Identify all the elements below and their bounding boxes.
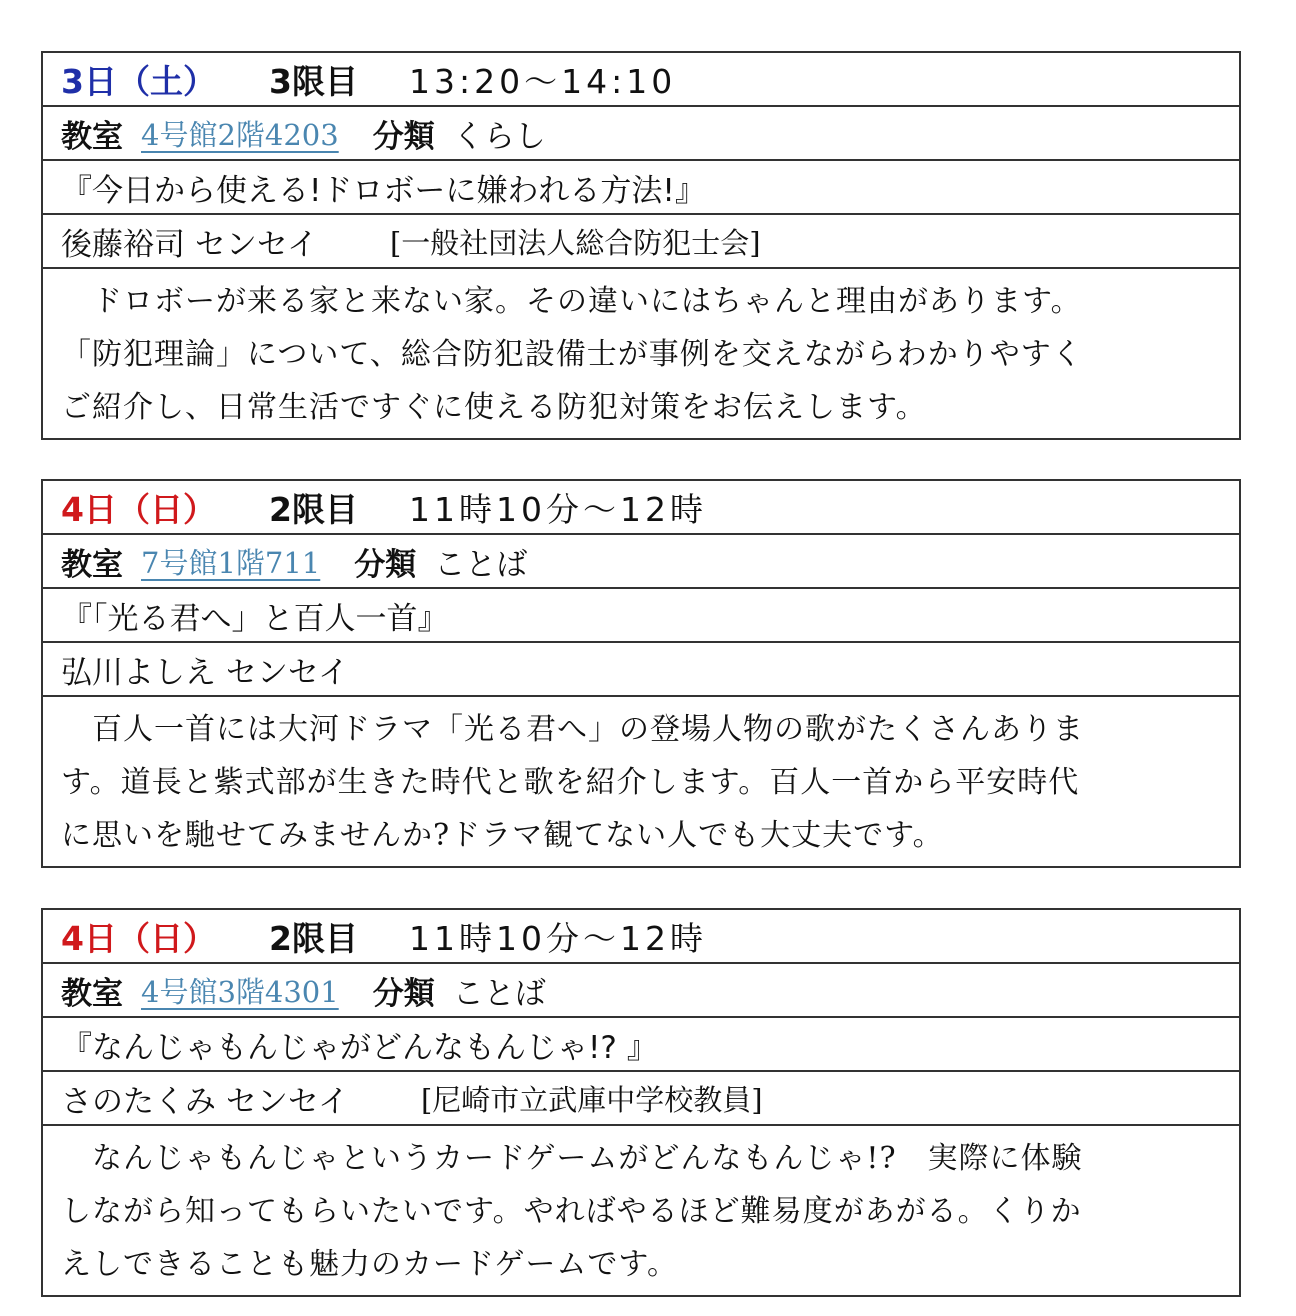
instructor-name: 後藤裕司 センセイ — [61, 226, 318, 263]
instructor-name: さのたくみ センセイ — [61, 1083, 349, 1120]
schedule-row — [43, 481, 1239, 535]
lecture-card-1 — [41, 51, 1241, 440]
instructor-affiliation: [尼崎市立武庫中学校教員] — [420, 1082, 763, 1117]
description-line: なんじゃもんじゃというカードゲームがどんなもんじゃ!? 実際に体験 — [61, 1141, 1083, 1176]
room-link[interactable]: 7号館1階711 — [141, 545, 321, 580]
day-label: 4日（日） — [61, 918, 216, 958]
period-label: 2限目 — [269, 489, 358, 529]
room-row — [43, 964, 1239, 1018]
instructor-affiliation: [一般社団法人総合防犯士会] — [389, 225, 761, 260]
time-label: 11時10分～12時 — [409, 918, 707, 958]
description-line: す。道長と紫式部が生きた時代と歌を紹介します。百人一首から平安時代 — [61, 765, 1080, 800]
description-line: に思いを馳せてみませんか?ドラマ観てない人でも大丈夫です。 — [61, 818, 944, 853]
category-value: ことば — [452, 975, 546, 1012]
period-label: 3限目 — [269, 61, 358, 101]
description-line: えしできることも魅力のカードゲームです。 — [61, 1247, 678, 1282]
category-label: 分類 — [354, 546, 417, 583]
description — [43, 697, 1239, 866]
title-row — [43, 1018, 1239, 1072]
day-label: 4日（日） — [61, 489, 216, 529]
title-row — [43, 161, 1239, 215]
description-line: ドロボーが来る家と来ない家。その違いにはちゃんと理由があります。 — [61, 284, 1082, 319]
room-label: 教室 — [61, 118, 123, 155]
lecture-title: 『「光る君へ」と百人一首』 — [61, 600, 449, 637]
time-label: 13:20～14:10 — [409, 61, 677, 101]
room-link[interactable]: 4号館2階4203 — [141, 117, 339, 152]
room-link[interactable]: 4号館3階4301 — [141, 974, 339, 1009]
room-row — [43, 535, 1239, 589]
room-label: 教室 — [61, 975, 123, 1012]
lecture-card-3 — [41, 908, 1241, 1297]
schedule-row — [43, 53, 1239, 107]
description-line: 「防犯理論」について、総合防犯設備士が事例を交えながらわかりやすく — [61, 337, 1083, 372]
time-label: 11時10分～12時 — [409, 489, 707, 529]
title-row — [43, 589, 1239, 643]
room-row — [43, 107, 1239, 161]
lecture-card-2 — [41, 479, 1241, 868]
category-label: 分類 — [372, 975, 435, 1012]
room-label: 教室 — [61, 546, 123, 583]
instructor-row — [43, 1072, 1239, 1126]
description — [43, 269, 1239, 438]
description-line: しながら知ってもらいたいです。やればやるほど難易度があがる。くりか — [61, 1194, 1082, 1229]
description — [43, 1126, 1239, 1295]
lecture-title: 『なんじゃもんじゃがどんなもんじゃ!? 』 — [61, 1029, 658, 1066]
instructor-row — [43, 215, 1239, 269]
category-value: ことば — [434, 546, 528, 583]
instructor-name: 弘川よしえ センセイ — [61, 654, 349, 691]
period-label: 2限目 — [269, 918, 358, 958]
day-label: 3日（土） — [61, 61, 216, 101]
lecture-title: 『今日から使える!ドロボーに嫌われる方法!』 — [61, 172, 706, 209]
description-line: ご紹介し、日常生活ですぐに使える防犯対策をお伝えします。 — [61, 390, 927, 425]
category-value: くらし — [452, 118, 546, 155]
description-line: 百人一首には大河ドラマ「光る君へ」の登場人物の歌がたくさんありま — [61, 712, 1084, 747]
instructor-row — [43, 643, 1239, 697]
category-label: 分類 — [372, 118, 435, 155]
schedule-row — [43, 910, 1239, 964]
